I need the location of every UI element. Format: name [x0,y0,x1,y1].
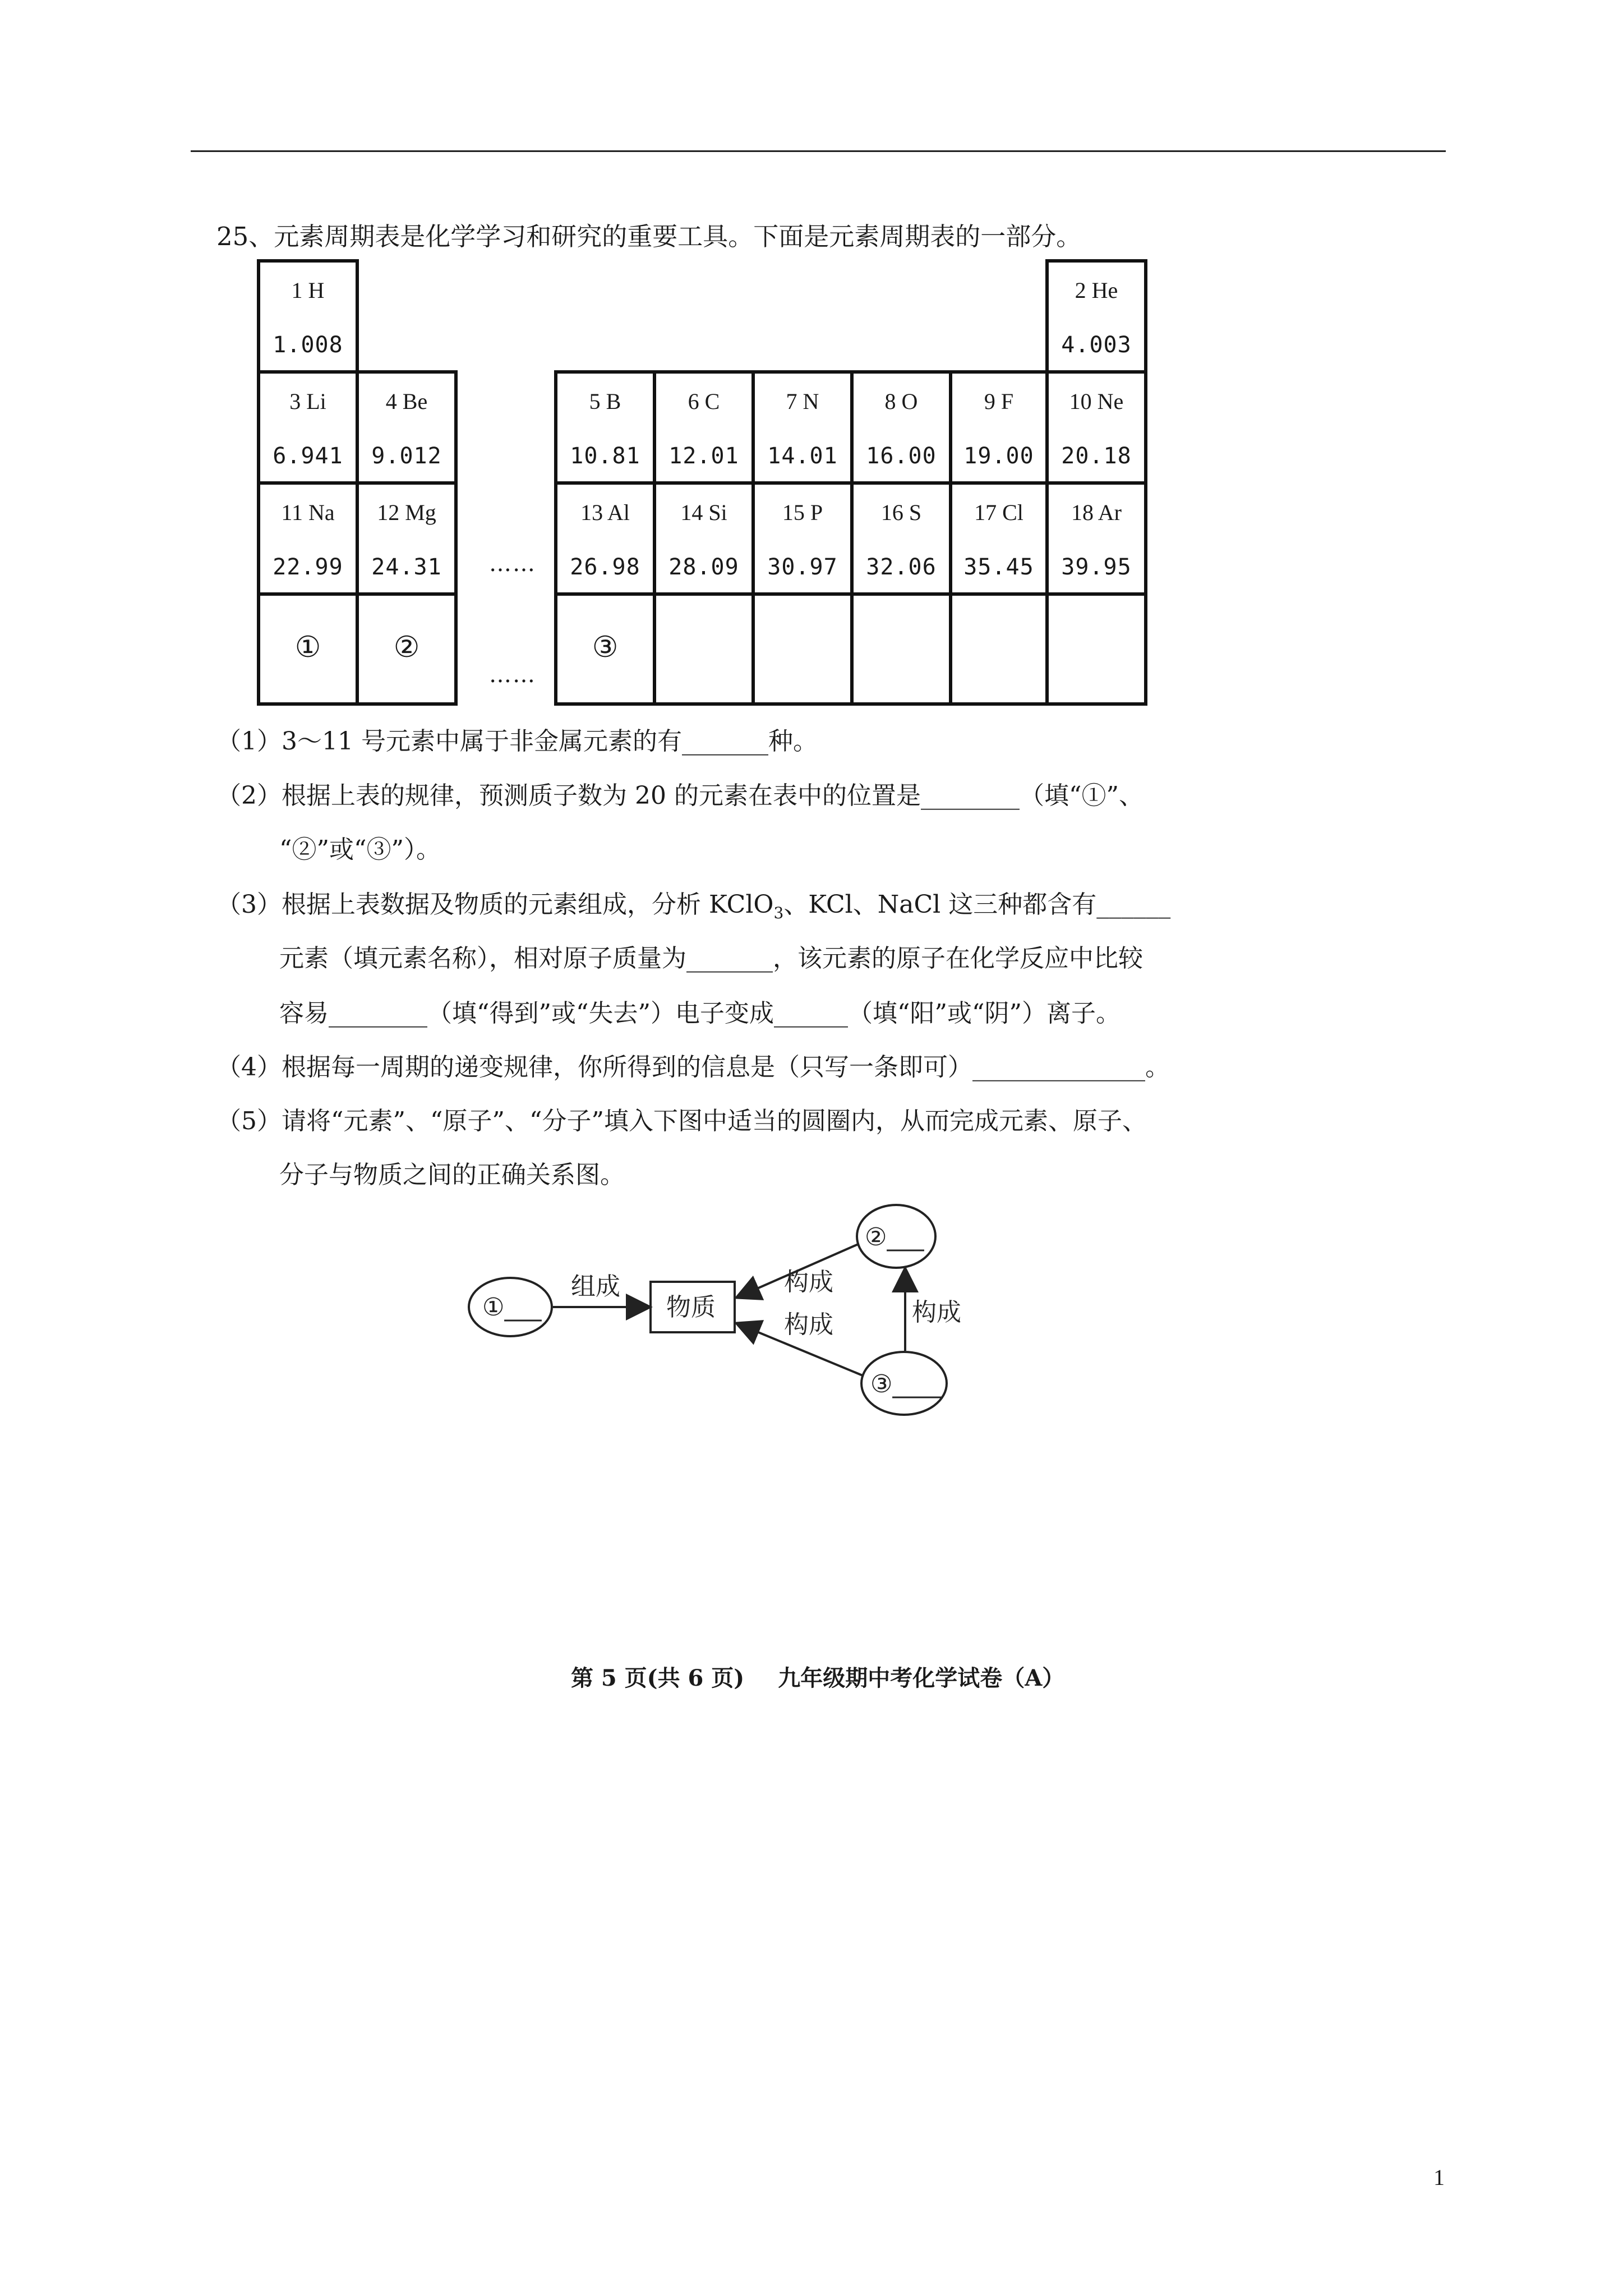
element-symbol: 14 Si [680,500,727,525]
sub-question-5-line2: 分子与物质之间的正确关系图。 [279,1161,625,1189]
position-mark-3: ③ [592,631,619,664]
q3-text-post: 、KCl、NaCl 这三种都含有______ [783,890,1171,919]
node-label-3: ③____ [870,1370,942,1398]
atomic-mass: 9.012 [371,443,442,469]
element-cell-s [850,481,952,596]
blank-cell-1 [257,592,359,706]
footer-exam-name: 九年级期中考化学试卷（A） [778,1665,1065,1691]
node-label-1: ①___ [482,1293,542,1322]
element-symbol: 6 C [688,389,720,414]
atomic-mass: 16.00 [866,443,937,469]
element-symbol: 9 F [984,389,1014,414]
q3-subscript: 3 [773,903,784,922]
atomic-mass: 14.01 [767,443,838,469]
edge-label-compose: 组成 [571,1272,620,1301]
element-cell-mg [356,481,458,596]
element-cell-p [751,481,854,596]
element-cell-li [257,370,359,485]
element-cell-al [554,481,656,596]
question-title: 25、元素周期表是化学学习和研究的重要工具。下面是元素周期表的一部分。 [216,222,1082,251]
sub-question-2-line1: （2）根据上表的规律，预测质子数为 20 的元素在表中的位置是________（填“①”、 [216,781,1144,810]
blank-cell [949,592,1049,706]
blank-cell [1045,592,1147,706]
page-number: 1 [1433,2165,1445,2190]
position-mark-1: ① [294,631,321,664]
atomic-mass: 19.00 [963,443,1034,469]
atomic-mass: 4.003 [1061,332,1132,358]
element-symbol: 13 Al [580,500,630,525]
element-cell-na [257,481,359,596]
element-cell-c [653,370,755,485]
element-cell-ar [1045,481,1147,596]
element-symbol: 16 S [880,500,922,525]
atomic-mass: 20.18 [1061,443,1132,469]
edge-label-construct-3: 构成 [912,1298,961,1327]
ellipsis-row4: …… [489,662,536,688]
element-symbol: 3 Li [289,389,326,414]
position-mark-2: ② [393,631,420,664]
sub-question-3-line1 [216,884,1170,922]
element-symbol: 2 He [1075,278,1118,303]
element-symbol: 1 H [291,278,325,303]
substance-label: 物质 [666,1293,716,1322]
blank-cell [751,592,854,706]
atomic-mass: 1.008 [273,332,343,358]
element-symbol: 4 Be [385,389,428,414]
periodic-table [257,259,1147,708]
edge-label-construct-1: 构成 [784,1268,833,1296]
element-symbol: 7 N [786,389,819,414]
element-symbol: 15 P [782,500,823,525]
element-cell-n [751,370,854,485]
relationship-diagram [465,1200,970,1425]
element-cell-b [554,370,656,485]
element-symbol: 5 B [589,389,621,414]
element-cell-cl [949,481,1049,596]
sub-question-1: （1）3～11 号元素中属于非金属元素的有_______种。 [216,727,818,756]
element-symbol: 11 Na [281,500,335,525]
element-cell-he [1045,259,1147,374]
atomic-mass: 12.01 [668,443,739,469]
sub-question-3-line3: 容易________（填“得到”或“失去”）电子变成______（填“阳”或“阴”）离子。 [279,999,1121,1028]
atomic-mass: 10.81 [570,443,640,469]
atomic-mass: 26.98 [570,554,640,580]
edge-label-construct-2: 构成 [784,1310,833,1339]
blank-cell [653,592,755,706]
element-cell-h [257,259,359,374]
sub-question-4: （4）根据每一周期的递变规律，你所得到的信息是（只写一条即可）______________。 [216,1053,1170,1082]
element-symbol: 12 Mg [377,500,436,525]
atomic-mass: 28.09 [668,554,739,580]
atomic-mass: 22.99 [273,554,343,580]
sub-question-5-line1: （5）请将“元素”、“原子”、“分子”填入下图中适当的圆圈内，从而完成元素、原子、 [216,1107,1147,1135]
atomic-mass: 30.97 [767,554,838,580]
element-symbol: 18 Ar [1071,500,1122,525]
blank-cell-3 [554,592,656,706]
element-cell-ne [1045,370,1147,485]
element-cell-f [949,370,1049,485]
element-symbol: 17 Cl [974,500,1023,525]
atomic-mass: 35.45 [963,554,1034,580]
blank-cell [850,592,952,706]
q3-text-pre: （3）根据上表数据及物质的元素组成，分析 KClO [216,890,774,919]
header-rule [191,150,1446,152]
element-cell-si [653,481,755,596]
element-symbol: 10 Ne [1069,389,1124,414]
blank-cell-2 [356,592,458,706]
atomic-mass: 24.31 [371,554,442,580]
atomic-mass: 39.95 [1061,554,1132,580]
element-cell-be [356,370,458,485]
atomic-mass: 6.941 [273,443,343,469]
sub-question-2-line2: “②”或“③”）。 [279,835,441,864]
atomic-mass: 32.06 [866,554,937,580]
ellipsis-row3: …… [489,551,536,577]
footer-page-info: 第 5 页(共 6 页) [571,1665,745,1691]
page-footer [571,1660,1098,1692]
element-cell-o [850,370,952,485]
sub-question-3-line2: 元素（填元素名称），相对原子质量为_______，该元素的原子在化学反应中比较 [279,944,1143,973]
element-symbol: 8 O [884,389,918,414]
node-label-2: ②___ [865,1223,924,1251]
